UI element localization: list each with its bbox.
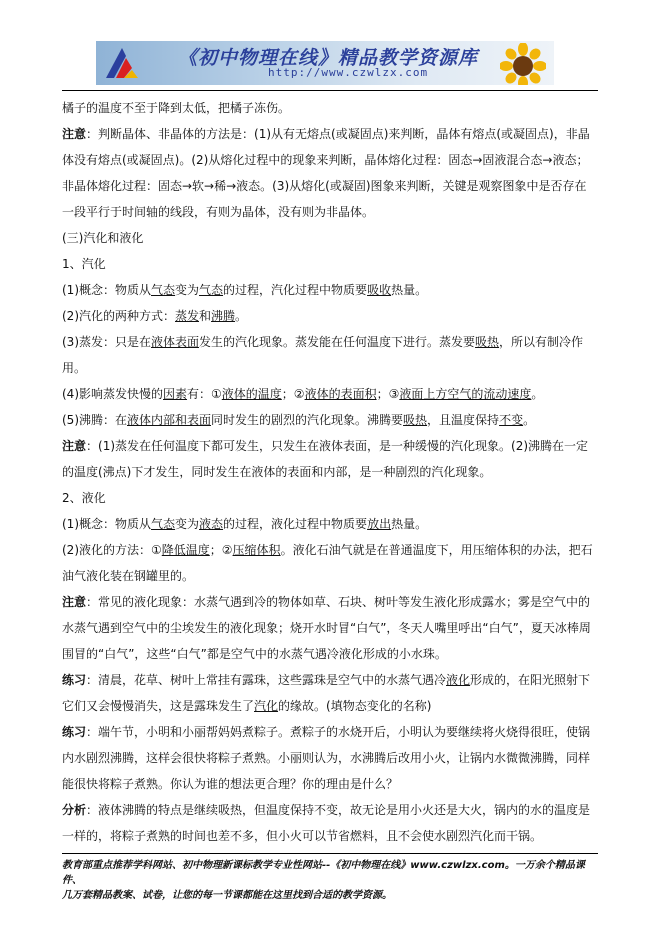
paragraph <box>62 537 598 589</box>
bold-label: 分析 <box>62 803 87 817</box>
paragraph <box>62 433 598 485</box>
text-run: 2、液化 <box>62 491 106 505</box>
footer <box>62 858 602 903</box>
text-run: 。 <box>235 309 248 323</box>
text-run: ：液体沸腾的特点是继续吸热，但温度保持不变，故无论是用小火还是大火，锅内的水的温度是一样的，将粽子煮熟的时间也差不多，但小火可以节省燃料，且不会使水剧烈汽化而干锅。 <box>62 803 591 843</box>
text-run: 橘子的温度不至于降到太低，把橘子冻伤。 <box>62 101 291 115</box>
paragraph <box>62 511 598 537</box>
underlined-term: 液化 <box>446 673 471 687</box>
text-run: ；② <box>281 387 305 401</box>
paragraph <box>62 251 598 277</box>
text-run: ：常见的液化现象：水蒸气遇到冷的物体如草、石块、树叶等发生液化形成露水；雾是空气中的水蒸气遇到空气中的尘埃发生的液化现象；烧开水时冒“白气”，冬天人嘴里呼出“白气”，夏天冰棒周围冒的“白气”，这些“白气”都是空气中的水蒸气遇冷液化形成的小水珠。 <box>62 595 591 661</box>
text-run: 变为 <box>175 283 200 297</box>
underlined-term: 吸收 <box>367 283 392 297</box>
text-run: 。 <box>531 387 544 401</box>
paragraph <box>62 303 598 329</box>
text-run: 有：① <box>187 387 222 401</box>
bold-label: 练习 <box>62 725 87 739</box>
text-run: (三)汽化和液化 <box>62 231 144 245</box>
underlined-term: 气态 <box>151 517 176 531</box>
text-run: ：清晨，花草、树叶上常挂有露珠，这些露珠是空气中的水蒸气遇冷 <box>86 673 447 687</box>
text-run: (4)影响蒸发快慢的 <box>62 387 163 401</box>
bold-label: 注意 <box>62 127 87 141</box>
bold-label: 练习 <box>62 673 87 687</box>
paragraph <box>62 225 598 251</box>
text-run: 的缘故。(填物态变化的名称) <box>278 699 432 713</box>
text-run: 形成的，在阳光照射下它们又会慢慢消失，这是露珠发生了 <box>62 673 591 713</box>
paragraph <box>62 277 598 303</box>
text-run: (1)概念：物质从 <box>62 283 151 297</box>
underlined-term: 液体表面 <box>151 335 200 349</box>
underlined-term: 汽化 <box>254 699 279 713</box>
text-run: ：判断晶体、非晶体的方法是：(1)从有无熔点(或凝固点)来判断，晶体有熔点(或凝固点)，非晶体没有熔点(或凝固点)。(2)从熔化过程中的现象来判断，晶体熔化过程：固态→固液混合态→液态；非晶体熔化过程：固态→软→稀→液态。(3)从熔化(或凝固)图象来判断，关键是观察图象中是否存在一段平行于时间轴的线段，有则为晶体，没有则为非晶体。 <box>62 127 590 219</box>
underlined-term: 因素 <box>163 387 188 401</box>
text-run: (1)概念：物质从 <box>62 517 151 531</box>
text-run: (3)蒸发：只是在 <box>62 335 151 349</box>
underlined-term: 液体的表面积 <box>304 387 377 401</box>
paragraph <box>62 719 598 797</box>
underlined-term: 吸热 <box>403 413 428 427</box>
paragraph <box>62 329 598 381</box>
banner-title: 《初中物理在线》精品教学资源库 <box>178 47 479 69</box>
paragraph <box>62 121 598 225</box>
text-run: ：端午节，小明和小丽帮妈妈煮粽子。煮粽子的水烧开后，小明认为要继续将火烧得很旺，使锅内水剧烈沸腾，这样会很快将粽子煮熟。小丽则认为，水沸腾后改用小火，让锅内水微微沸腾，同样能很快将粽子煮熟。你认为谁的想法更合理？你的理由是什么？ <box>62 725 591 791</box>
underlined-term: 液体的温度 <box>221 387 282 401</box>
paragraph <box>62 95 598 121</box>
text-run: 热量。 <box>391 517 428 531</box>
bold-label: 注意 <box>62 595 87 609</box>
paragraph <box>62 667 598 719</box>
site-logo-icon <box>102 44 142 82</box>
text-run: 变为 <box>175 517 200 531</box>
text-run: 和 <box>199 309 212 323</box>
underlined-term: 液体内部和表面 <box>127 413 212 427</box>
text-run: (2)汽化的两种方式： <box>62 309 175 323</box>
text-run: 。液化石油气就是在普通温度下，用压缩体积的办法，把石油气液化装在钢罐里的。 <box>62 543 593 583</box>
footer-line-1: 教育部重点推荐学科网站、初中物理新课标教学专业性网站--《初中物理在线》www.czwlzx.com。一万余个精品课件、 <box>62 860 585 886</box>
underlined-term: 沸腾 <box>211 309 236 323</box>
document-body <box>62 95 598 849</box>
underlined-term: 不变 <box>499 413 524 427</box>
underlined-term: 放出 <box>367 517 392 531</box>
text-run: ；③ <box>376 387 400 401</box>
text-run: (5)沸腾：在 <box>62 413 127 427</box>
text-run: 热量。 <box>391 283 428 297</box>
banner-url: http://www.czwlzx.com <box>268 66 429 79</box>
text-run: 1、汽化 <box>62 257 106 271</box>
underlined-term: 降低温度 <box>161 543 210 557</box>
text-run: ；② <box>209 543 233 557</box>
text-run: (2)液化的方法：① <box>62 543 162 557</box>
bold-label: 注意 <box>62 439 87 453</box>
paragraph <box>62 797 598 849</box>
text-run: 。 <box>523 413 536 427</box>
text-run: 的过程，液化过程中物质要 <box>223 517 368 531</box>
underlined-term: 液态 <box>199 517 224 531</box>
header-banner <box>96 41 554 85</box>
footer-line-2: 几万套精品教案、试卷，让您的每一节课都能在这里找到合适的教学资源。 <box>62 890 392 901</box>
footer-divider <box>62 853 598 854</box>
header-divider <box>62 90 598 91</box>
underlined-term: 蒸发 <box>175 309 200 323</box>
paragraph <box>62 485 598 511</box>
sunflower-icon <box>500 43 546 85</box>
text-run: 的过程，汽化过程中物质要 <box>223 283 368 297</box>
underlined-term: 吸热 <box>475 335 500 349</box>
text-run: ：(1)蒸发在任何温度下都可发生，只发生在液体表面，是一种缓慢的汽化现象。(2)沸腾在一定的温度(沸点)下才发生，同时发生在液体的表面和内部，是一种剧烈的汽化现象。 <box>62 439 589 479</box>
paragraph <box>62 407 598 433</box>
underlined-term: 压缩体积 <box>232 543 281 557</box>
paragraph <box>62 381 598 407</box>
text-run: 同时发生的剧烈的汽化现象。沸腾要 <box>211 413 404 427</box>
underlined-term: 气态 <box>199 283 224 297</box>
underlined-term: 气态 <box>151 283 176 297</box>
underlined-term: 液面上方空气的流动速度 <box>399 387 532 401</box>
text-run: 发生的汽化现象。蒸发能在任何温度下进行。蒸发要 <box>199 335 476 349</box>
text-run: ，所以有制冷作用。 <box>62 335 584 375</box>
paragraph <box>62 589 598 667</box>
text-run: ，且温度保持 <box>427 413 500 427</box>
